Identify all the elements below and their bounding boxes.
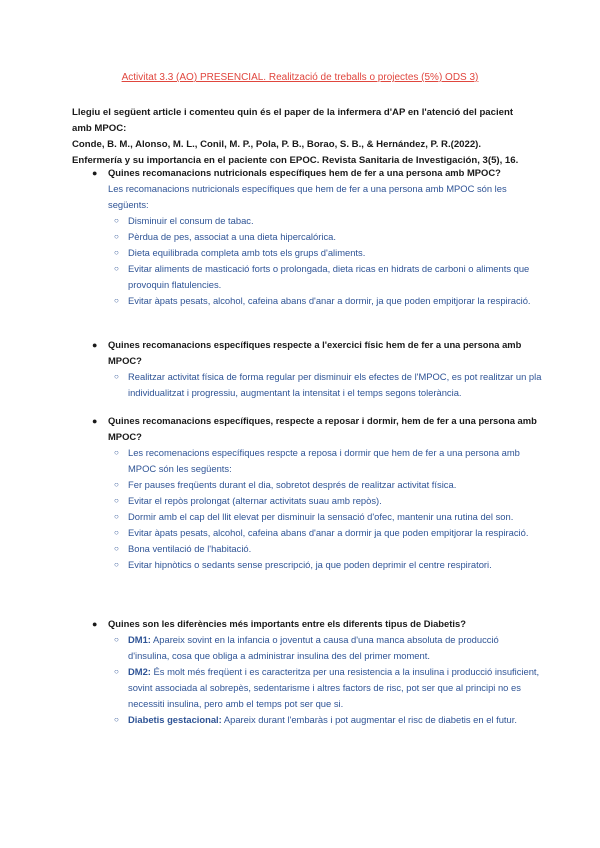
bullet-icon: ●: [92, 416, 98, 426]
intro-block: [72, 105, 532, 169]
list-item: ○ Bona ventilació de l'habitació.: [128, 541, 542, 557]
circle-bullet-icon: ○: [114, 480, 119, 489]
list-item: ○ DM2: És molt més freqüent i es caracteritza per una resistencia a la insulina i producció insuficient, sovint associada al sobrepès, sedentarisme i altres factors de risc, pot ser que al principi no es necessiti insulina, pero amb el temps pot ser que si.: [114, 666, 540, 709]
bullet-icon: ●: [92, 619, 98, 629]
circle-bullet-icon: ○: [114, 667, 119, 676]
circle-bullet-icon: ○: [114, 496, 119, 505]
bullet-icon: ●: [92, 340, 98, 350]
circle-bullet-icon: ○: [114, 296, 119, 305]
answer-text: Les recomanacions nutricionals específiques que hem de fer a una persona amb MPOC són les següents:: [108, 183, 507, 210]
circle-bullet-icon: ○: [114, 232, 119, 241]
list-item: ○ Pèrdua de pes, associat a una dieta hipercalórica.: [128, 229, 542, 245]
list-item: ○ Evitar hipnòtics o sedants sense prescripció, ja que poden deprimir el centre respiratori.: [128, 557, 542, 573]
list-item: ○ Evitar aliments de masticació forts o prolongada, dieta ricas en hidrats de carboni o aliments que provoquin flatulencies.: [114, 263, 530, 290]
question-3: [92, 413, 542, 573]
list-item: ○ DM1: Apareix sovint en la infancia o joventut a causa d'una manca absoluta de producció d'insulina, cosa que obliga a administrar insulina des del primer moment.: [114, 634, 499, 661]
circle-bullet-icon: ○: [114, 216, 119, 225]
list-item: ○ Evitar àpats pesats, alcohol, cafeina abans d'anar a dormir ja que poden empitjorar la respiració.: [128, 525, 542, 541]
circle-bullet-icon: ○: [114, 448, 119, 457]
question-text: Quines recomanacions específiques respecte a l'exercici físic hem de fer a una persona amb MPOC?: [108, 339, 522, 366]
instruction-text: Llegiu el següent article i comenteu quin és el paper de la infermera d'AP en l'atenció del pacient amb MPOC:: [72, 107, 514, 134]
activity-title: Activitat 3.3 (AO) PRESENCIAL. Realització de treballs o projectes (5%) ODS 3): [121, 72, 479, 83]
circle-bullet-icon: ○: [114, 372, 119, 381]
circle-bullet-icon: ○: [114, 544, 119, 553]
circle-bullet-icon: ○: [114, 635, 119, 644]
list-item: ○ Disminuir el consum de tabac.: [128, 213, 542, 229]
question-text: Quines recomanacions específiques, respecte a reposar i dormir, hem de fer a una persona amb MPOC?: [108, 415, 537, 442]
question-1: [92, 165, 542, 309]
circle-bullet-icon: ○: [114, 560, 119, 569]
question-4: [92, 616, 542, 728]
list-item: ○ Dieta equilibrada completa amb tots els grups d'aliments.: [128, 245, 542, 261]
circle-bullet-icon: ○: [114, 248, 119, 257]
question-text: Quines son les diferències més importants entre els diferents tipus de Diabetis?: [108, 618, 466, 629]
list-item: ○ Fer pauses freqüents durant el dia, sobretot després de realitzar activitat física.: [128, 477, 542, 493]
circle-bullet-icon: ○: [114, 715, 119, 724]
bullet-icon: ●: [92, 168, 98, 178]
question-2: [92, 337, 542, 401]
list-item: ○ Realitzar activitat física de forma regular per disminuir els efectes de l'MPOC, es pot realitzar un pla individualitzat i progressiu, augmentant la intensitat i el temps segons tolerància.: [114, 371, 542, 398]
article-reference: Conde, B. M., Alonso, M. L., Conil, M. P., Pola, P. B., Borao, S. B., & Hernández, P. R.(2022). Enfermería y su importancia en el paciente con EPOC. Revista Sanitaria de Investigación, 3(5), 16.: [72, 139, 519, 166]
list-item: ○ Evitar el repòs prolongat (alternar activitats suau amb repòs).: [128, 493, 542, 509]
circle-bullet-icon: ○: [114, 512, 119, 521]
list-item: ○ Dormir amb el cap del llit elevat per disminuir la sensació d'ofec, mantenir una rutina del son.: [128, 509, 542, 525]
circle-bullet-icon: ○: [114, 264, 119, 273]
question-text: Quines recomanacions nutricionals específiques hem de fer a una persona amb MPOC?: [108, 167, 501, 178]
list-item: ○ Diabetis gestacional: Apareix durant l'embaràs i pot augmentar el risc de diabetis en el futur.: [128, 712, 542, 728]
circle-bullet-icon: ○: [114, 528, 119, 537]
list-item: ○ Evitar àpats pesats, alcohol, cafeina abans d'anar a dormir, ja que poden empitjorar la respiració.: [128, 293, 542, 309]
list-item: ○ Les recomenacions específiques respcte a reposa i dormir que hem de fer a una persona amb MPOC són les següents:: [114, 447, 520, 474]
